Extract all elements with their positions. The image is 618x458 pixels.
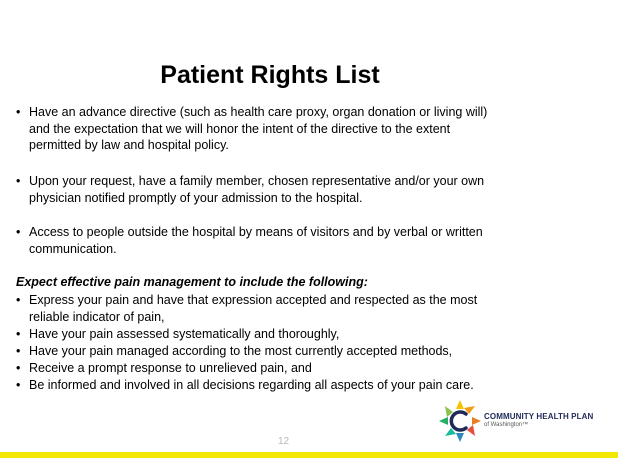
bullet-item (16, 224, 536, 257)
bullet-line: Receive a prompt response to unrelieved pain, and (29, 361, 312, 375)
bullet-line: Have your pain managed according to the most currently accepted methods, (29, 344, 453, 358)
bullet-line: permitted by law and hospital policy. (29, 138, 229, 152)
bullet-dot: • (16, 225, 21, 239)
bullet-line: communication. (29, 241, 117, 256)
pain-management-heading: Expect effective pain management to include the following: (16, 275, 368, 289)
pain-management-list (16, 292, 536, 394)
pain-item (16, 343, 536, 360)
bullet-line: Access to people outside the hospital by means of visitors and by verbal or written (29, 225, 483, 239)
bullet-line: and the expectation that we will honor the intent of the directive to the extent (29, 121, 451, 136)
bullet-item (16, 104, 536, 154)
bullet-advance-directive (16, 104, 536, 154)
bullet-line: Express your pain and have that expression accepted and respected as the most (29, 293, 478, 307)
pain-item (16, 326, 536, 343)
bullet-item (16, 173, 536, 206)
bullet-dot: • (16, 327, 21, 341)
pain-item (16, 377, 536, 394)
bullet-dot: • (16, 293, 21, 307)
logo-subtitle: of Washington™ (484, 422, 529, 428)
bullet-family-notification (16, 173, 536, 206)
bullet-dot: • (16, 105, 21, 119)
accent-bar (0, 452, 618, 458)
bullet-line: Be informed and involved in all decisions regarding all aspects of your pain care. (29, 378, 474, 392)
pain-item (16, 360, 536, 377)
bullet-dot: • (16, 361, 21, 375)
bullet-dot: • (16, 174, 21, 188)
slide-title: Patient Rights List (160, 61, 380, 89)
bullet-line: Have an advance directive (such as health care proxy, organ donation or living will) (29, 105, 488, 119)
pain-item (16, 292, 536, 326)
bullet-line: Have your pain assessed systematically and thoroughly, (29, 327, 340, 341)
logo-name: COMMUNITY HEALTH PLAN (484, 412, 594, 421)
bullet-dot: • (16, 344, 21, 358)
sunburst-c-logo-icon (438, 398, 482, 444)
bullet-line: Upon your request, have a family member, chosen representative and/or your own (29, 174, 485, 188)
bullet-line: reliable indicator of pain, (29, 310, 165, 324)
page-number: 12 (278, 436, 290, 447)
bullet-outside-access (16, 224, 536, 257)
bullet-line: physician notified promptly of your admission to the hospital. (29, 190, 363, 205)
bullet-dot: • (16, 378, 21, 392)
chpw-logo (438, 398, 613, 444)
